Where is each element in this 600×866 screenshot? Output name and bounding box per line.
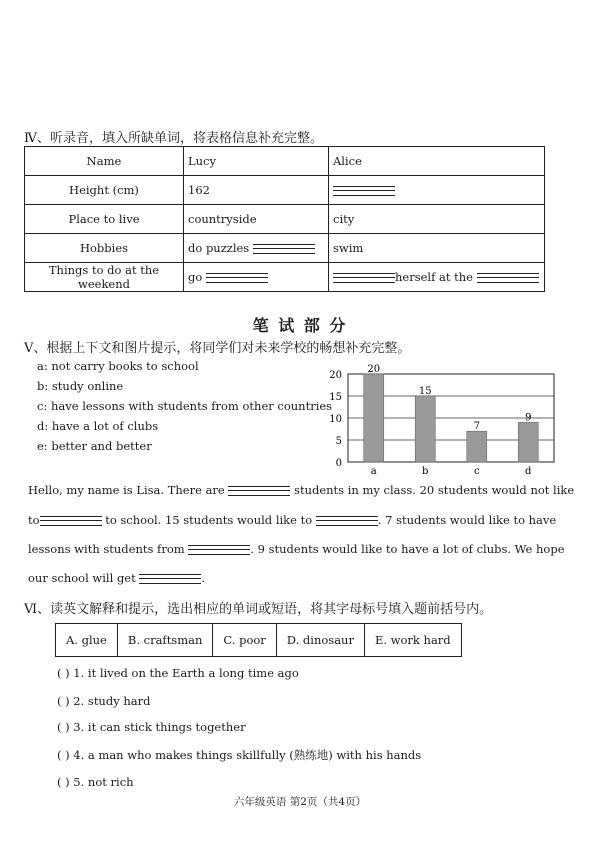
x-tick-label: c — [473, 466, 480, 477]
bar-d — [518, 422, 538, 462]
cell-text: do puzzles — [188, 241, 250, 255]
written-heading: 笔 试 部 分 — [252, 316, 348, 335]
list-item: d: have a lot of clubs — [37, 419, 159, 433]
list-item: e: better and better — [37, 439, 152, 453]
table-row — [25, 234, 545, 263]
cell-alice: city — [329, 205, 545, 234]
section4-title: Ⅳ、听录音，填入所缺单词，将表格信息补充完整。 — [24, 131, 323, 146]
question[interactable]: ( ) 1. it lived on the Earth a long time ago — [57, 666, 299, 680]
list-item: a: not carry books to school — [37, 359, 199, 373]
bar-a — [364, 374, 384, 462]
passage-text: Hello, my name is Lisa. There are — [28, 483, 225, 497]
bar-c — [467, 431, 487, 462]
passage-text: lessons with students from — [28, 542, 185, 556]
data-label: 15 — [418, 386, 432, 397]
cell-label: Name — [25, 147, 184, 176]
options-box — [55, 623, 462, 657]
answer-blank[interactable] — [253, 244, 315, 254]
answer-blank[interactable] — [333, 273, 395, 283]
question[interactable]: ( ) 3. it can stick things together — [57, 720, 246, 734]
table-row — [25, 205, 545, 234]
answer-blank[interactable] — [188, 545, 250, 555]
y-tick-label: 20 — [329, 370, 342, 381]
passage-line-2 — [28, 513, 556, 527]
option: C. poor — [213, 624, 276, 656]
cell-text: go — [188, 270, 203, 284]
data-label: 9 — [525, 412, 532, 424]
answer-blank[interactable] — [477, 273, 539, 283]
cell-label: Height (cm) — [25, 176, 184, 205]
answer-blank[interactable] — [228, 486, 290, 496]
cell-lucy — [184, 234, 329, 263]
cell-alice[interactable] — [329, 176, 545, 205]
cell-lucy: Lucy — [184, 147, 329, 176]
passage-line-3 — [28, 542, 565, 556]
question[interactable]: ( ) 4. a man who makes things skillfully (熟练地) with his hands — [57, 748, 422, 762]
list-item: c: have lessons with students from other countries — [37, 399, 333, 413]
passage-text: students in my class. 20 students would not like — [294, 483, 575, 497]
table-row — [25, 263, 545, 292]
bar-b — [415, 396, 435, 462]
cell-alice: swim — [329, 234, 545, 263]
cell-label: Things to do at the weekend — [25, 263, 184, 292]
x-tick-label: d — [525, 466, 532, 477]
list-item: b: study online — [37, 379, 124, 393]
cell-label: Place to live — [25, 205, 184, 234]
y-tick-label: 10 — [329, 414, 342, 425]
table-row — [25, 176, 545, 205]
passage-text: our school will get — [28, 571, 136, 585]
cell-lucy — [184, 263, 329, 292]
cell-alice: Alice — [329, 147, 545, 176]
cell-lucy: countryside — [184, 205, 329, 234]
passage-line-1 — [28, 483, 574, 497]
cell-alice — [329, 263, 545, 292]
x-tick-label: a — [370, 466, 377, 477]
answer-blank[interactable] — [206, 273, 268, 283]
table-row — [25, 147, 545, 176]
question[interactable]: ( ) 2. study hard — [57, 694, 151, 708]
cell-label: Hobbies — [25, 234, 184, 263]
question[interactable]: ( ) 5. not rich — [57, 775, 134, 789]
answer-blank[interactable] — [139, 574, 201, 584]
x-tick-label: b — [422, 466, 429, 477]
passage-line-4 — [28, 571, 205, 585]
option: E. work hard — [374, 633, 451, 647]
info-table — [24, 146, 545, 292]
answer-blank[interactable] — [40, 516, 102, 526]
passage-text: . 7 students would like to have — [377, 513, 557, 527]
passage-text: . 9 students would like to have a lot of clubs. We hope — [250, 542, 565, 556]
answer-blank[interactable] — [316, 516, 378, 526]
y-tick-label: 15 — [329, 392, 342, 403]
section6-title: Ⅵ、读英文解释和提示，选出相应的单词或短语，将其字母标号填入题前括号内。 — [24, 602, 493, 617]
data-label: 7 — [473, 421, 480, 433]
page-footer: 六年级英语 第2页（共4页） — [233, 796, 367, 808]
item-list — [37, 356, 332, 456]
answer-blank[interactable] — [333, 186, 395, 196]
y-tick-label: 5 — [335, 436, 342, 447]
option: A. glue — [56, 624, 118, 656]
bar-chart — [320, 362, 560, 482]
passage-text: to — [28, 513, 40, 527]
option: D. dinosaur — [277, 624, 365, 656]
cell-text: herself at the — [395, 270, 473, 284]
passage-text: . — [201, 571, 206, 585]
y-tick-label: 0 — [335, 458, 342, 469]
section5-title: Ⅴ、根据上下文和图片提示，将同学们对未来学校的畅想补充完整。 — [24, 341, 411, 356]
passage-text: to school. 15 students would like to — [105, 513, 313, 527]
option: B. craftsman — [118, 624, 214, 656]
data-label: 20 — [367, 364, 381, 375]
cell-lucy: 162 — [184, 176, 329, 205]
